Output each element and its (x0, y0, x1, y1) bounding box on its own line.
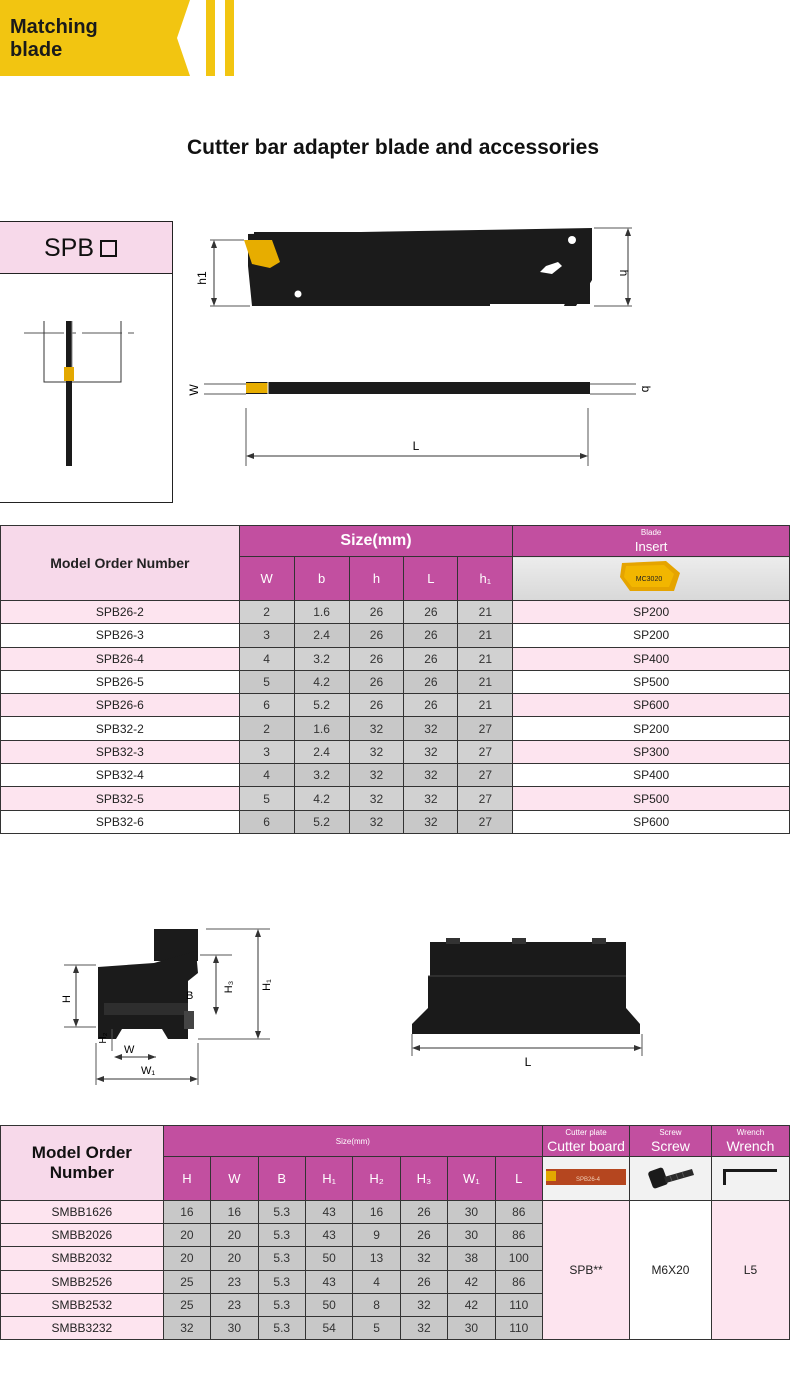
col-header: b (294, 557, 349, 601)
wrench-icon (715, 1159, 785, 1193)
model-cell: SPB26-3 (1, 624, 240, 647)
table-row (1, 624, 790, 647)
table-row (1, 810, 790, 833)
size-cell: 21 (458, 624, 513, 647)
col-header: H₁ (305, 1157, 352, 1201)
size-cell: 32 (400, 1247, 447, 1270)
table-row (1, 717, 790, 740)
size-cell: 110 (495, 1316, 542, 1339)
blade-insert-icon (616, 559, 686, 593)
size-cell: 21 (458, 647, 513, 670)
size-cell: 30 (448, 1201, 495, 1224)
insert-cell: SP400 (513, 764, 790, 787)
screw-image-cell (629, 1157, 711, 1201)
table-row (1, 1201, 790, 1224)
size-cell: 32 (404, 764, 458, 787)
col-header: L (495, 1157, 542, 1201)
size-cell: 32 (349, 764, 404, 787)
label-W: W (124, 1044, 135, 1056)
size-cell: 16 (163, 1201, 210, 1224)
model-cell: SMBB2532 (1, 1293, 164, 1316)
size-cell: 3.2 (294, 647, 349, 670)
col-header: W₁ (448, 1157, 495, 1201)
size-cell: 27 (458, 717, 513, 740)
size-cell: 26 (400, 1270, 447, 1293)
size-cell: 3 (239, 740, 294, 763)
screw-small-label: Screw (659, 1128, 682, 1137)
size-cell: 86 (495, 1270, 542, 1293)
square-icon (100, 240, 117, 257)
size-cell: 32 (349, 787, 404, 810)
insert-cell: SP300 (513, 740, 790, 763)
screw-value: M6X20 (629, 1201, 711, 1340)
size-cell: 27 (458, 764, 513, 787)
size-cell: 23 (211, 1293, 258, 1316)
label-H2: H₂ (98, 1032, 109, 1044)
insert-cell: SP200 (513, 717, 790, 740)
size-cell: 6 (239, 694, 294, 717)
insert-cell: SP200 (513, 601, 790, 624)
size-cell: 5.3 (258, 1224, 305, 1247)
size-cell: 13 (353, 1247, 400, 1270)
model-cell: SPB32-5 (1, 787, 240, 810)
cutter-board-value: SPB** (543, 1201, 630, 1340)
label-h: h (617, 269, 631, 277)
size-cell: 16 (353, 1201, 400, 1224)
screw-main-label: Screw (651, 1138, 690, 1154)
size-cell: 43 (305, 1224, 352, 1247)
badge-text: Matching blade (10, 16, 98, 61)
col-header: W (211, 1157, 258, 1201)
wrench-main-label: Wrench (726, 1138, 775, 1154)
model-cell: SMBB1626 (1, 1201, 164, 1224)
size-cell: 26 (404, 624, 458, 647)
col-header: H₂ (353, 1157, 400, 1201)
spb-mini-drawing (0, 275, 172, 503)
col-header: H (163, 1157, 210, 1201)
size-cell: 2 (239, 601, 294, 624)
size-cell: 5 (239, 670, 294, 693)
size-cell: 5 (353, 1316, 400, 1339)
size-cell: 9 (353, 1224, 400, 1247)
size-cell: 54 (305, 1316, 352, 1339)
wrench-header (711, 1126, 789, 1157)
holder-front-diagram (404, 934, 650, 1074)
size-cell: 20 (163, 1224, 210, 1247)
size-cell: 1.6 (294, 717, 349, 740)
cutter-board-icon (544, 1161, 628, 1191)
table-row (1, 787, 790, 810)
size-cell: 26 (404, 694, 458, 717)
header-banner (0, 0, 240, 76)
model-cell: SMBB2032 (1, 1247, 164, 1270)
size-cell: 30 (448, 1316, 495, 1339)
cutter-small-label: Cutter plate (565, 1128, 607, 1137)
model-cell: SMBB2026 (1, 1224, 164, 1247)
spb-box (0, 221, 173, 503)
size-cell: 32 (400, 1316, 447, 1339)
size-cell: 20 (211, 1247, 258, 1270)
blade-small-label: Blade (640, 528, 662, 537)
insert-cell: SP600 (513, 694, 790, 717)
label-H1: H₁ (261, 979, 273, 991)
col-header: L (404, 557, 458, 601)
size-cell: 38 (448, 1247, 495, 1270)
model-order-header-text: Model Order Number (31, 1143, 132, 1182)
size-cell: 4.2 (294, 670, 349, 693)
size-cell: 21 (458, 694, 513, 717)
size-cell: 30 (448, 1224, 495, 1247)
model-cell: SPB26-5 (1, 670, 240, 693)
size-cell: 26 (404, 670, 458, 693)
size-cell: 32 (163, 1316, 210, 1339)
table-row (1, 601, 790, 624)
size-cell: 4 (239, 764, 294, 787)
screw-icon (640, 1159, 700, 1193)
cutter-board-image-cell (543, 1157, 630, 1201)
size-cell: 21 (458, 670, 513, 693)
size-header-2: Size(mm) (163, 1126, 542, 1157)
cutter-board-header (543, 1126, 630, 1157)
size-cell: 32 (404, 787, 458, 810)
size-cell: 32 (400, 1293, 447, 1316)
holder-diagram (56, 925, 276, 1090)
size-cell: 43 (305, 1270, 352, 1293)
cutter-main-label: Cutter board (547, 1138, 625, 1154)
size-cell: 5.3 (258, 1201, 305, 1224)
model-cell: SPB26-6 (1, 694, 240, 717)
size-cell: 43 (305, 1201, 352, 1224)
col-header: H₃ (400, 1157, 447, 1201)
label-B: B (186, 990, 194, 1002)
size-cell: 5 (239, 787, 294, 810)
model-cell: SPB26-2 (1, 601, 240, 624)
size-cell: 2 (239, 717, 294, 740)
col-header: W (239, 557, 294, 601)
size-cell: 2.4 (294, 740, 349, 763)
size-cell: 5.3 (258, 1270, 305, 1293)
size-cell: 5.3 (258, 1316, 305, 1339)
table-row (1, 740, 790, 763)
size-cell: 26 (400, 1201, 447, 1224)
label-L2: L (524, 1055, 532, 1069)
blade-diagram (187, 222, 660, 472)
size-cell: 27 (458, 740, 513, 763)
size-cell: 110 (495, 1293, 542, 1316)
size-cell: 16 (211, 1201, 258, 1224)
size-cell: 86 (495, 1201, 542, 1224)
model-cell: SMBB2526 (1, 1270, 164, 1293)
size-cell: 32 (404, 717, 458, 740)
model-cell: SPB26-4 (1, 647, 240, 670)
blade-insert-header (513, 526, 790, 557)
size-cell: 5.3 (258, 1293, 305, 1316)
label-W1: W₁ (140, 1065, 156, 1077)
size-cell: 26 (349, 647, 404, 670)
blade-spec-table (0, 525, 790, 834)
holder-spec-table (0, 1125, 790, 1340)
size-cell: 42 (448, 1293, 495, 1316)
size-cell: 26 (404, 601, 458, 624)
size-cell: 2.4 (294, 624, 349, 647)
size-cell: 8 (353, 1293, 400, 1316)
label-w: W (187, 384, 201, 396)
table-row (1, 764, 790, 787)
label-l: L (412, 439, 420, 453)
size-cell: 25 (163, 1293, 210, 1316)
size-cell: 5.2 (294, 810, 349, 833)
insert-cell: SP400 (513, 647, 790, 670)
section-title: Cutter bar adapter blade and accessories (187, 136, 599, 159)
size-cell: 26 (349, 694, 404, 717)
size-cell: 100 (495, 1247, 542, 1270)
size-cell: 50 (305, 1247, 352, 1270)
model-order-header-2 (1, 1126, 164, 1201)
cutter-code: SPB26-4 (575, 1177, 600, 1183)
size-header: Size(mm) (239, 526, 513, 557)
label-H: H (61, 995, 73, 1003)
size-cell: 26 (400, 1224, 447, 1247)
size-cell: 42 (448, 1270, 495, 1293)
label-h1: h1 (195, 271, 209, 285)
size-cell: 1.6 (294, 601, 349, 624)
size-cell: 32 (349, 740, 404, 763)
size-cell: 4 (353, 1270, 400, 1293)
size-cell: 3 (239, 624, 294, 647)
model-order-header: Model Order Number (1, 526, 240, 601)
size-cell: 32 (404, 740, 458, 763)
size-cell: 30 (211, 1316, 258, 1339)
screw-header (629, 1126, 711, 1157)
size-cell: 27 (458, 787, 513, 810)
col-header: h₁ (458, 557, 513, 601)
insert-code: MC3020 (635, 576, 663, 583)
wrench-image-cell (711, 1157, 789, 1201)
spb-label: SPB (0, 222, 172, 274)
size-cell: 50 (305, 1293, 352, 1316)
insert-cell: SP600 (513, 810, 790, 833)
size-cell: 3.2 (294, 764, 349, 787)
size-cell: 4.2 (294, 787, 349, 810)
size-cell: 26 (404, 647, 458, 670)
size-cell: 26 (349, 601, 404, 624)
size-cell: 32 (349, 810, 404, 833)
size-cell: 5.2 (294, 694, 349, 717)
wrench-value: L5 (711, 1201, 789, 1340)
size-cell: 27 (458, 810, 513, 833)
size-cell: 26 (349, 624, 404, 647)
blade-main-label: Insert (634, 539, 668, 554)
model-cell: SMBB3232 (1, 1316, 164, 1339)
model-cell: SPB32-4 (1, 764, 240, 787)
col-header: B (258, 1157, 305, 1201)
insert-cell: SP200 (513, 624, 790, 647)
table-row (1, 694, 790, 717)
size-cell: 20 (163, 1247, 210, 1270)
col-header: h (349, 557, 404, 601)
insert-image-cell (513, 557, 790, 601)
table-row (1, 647, 790, 670)
size-cell: 23 (211, 1270, 258, 1293)
label-H3: H₃ (223, 980, 235, 994)
size-cell: 25 (163, 1270, 210, 1293)
wrench-small-label: Wrench (736, 1128, 765, 1137)
table-row (1, 670, 790, 693)
insert-cell: SP500 (513, 787, 790, 810)
model-cell: SPB32-2 (1, 717, 240, 740)
size-cell: 32 (404, 810, 458, 833)
size-cell: 4 (239, 647, 294, 670)
size-cell: 5.3 (258, 1247, 305, 1270)
size-cell: 21 (458, 601, 513, 624)
model-cell: SPB32-6 (1, 810, 240, 833)
size-cell: 6 (239, 810, 294, 833)
insert-cell: SP500 (513, 670, 790, 693)
size-cell: 32 (349, 717, 404, 740)
size-cell: 26 (349, 670, 404, 693)
size-cell: 86 (495, 1224, 542, 1247)
size-cell: 20 (211, 1224, 258, 1247)
label-b: b (639, 385, 653, 393)
model-cell: SPB32-3 (1, 740, 240, 763)
